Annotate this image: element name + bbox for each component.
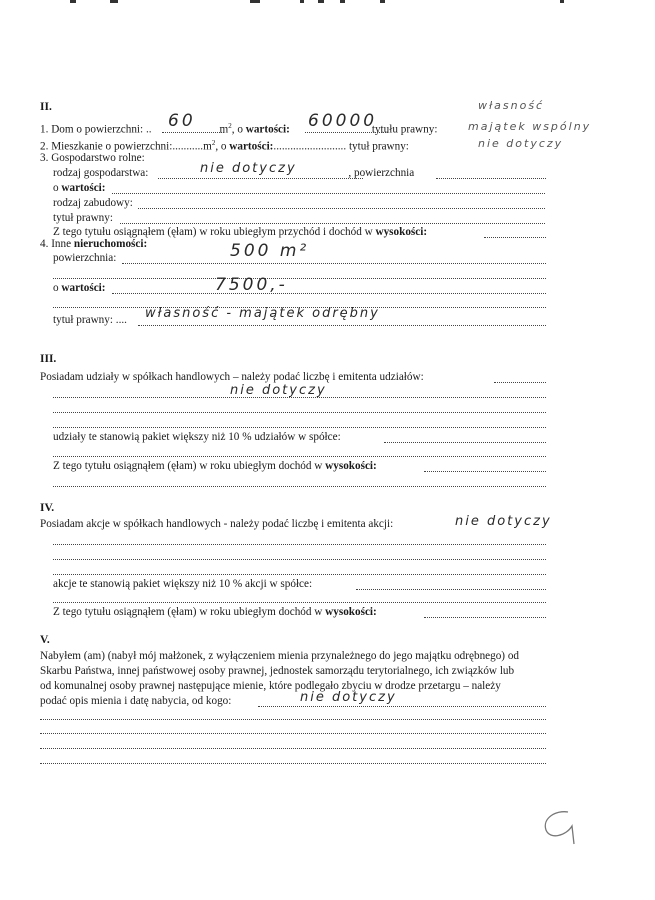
house-value-handwriting: 60000 bbox=[308, 111, 378, 131]
other-title-handwriting: własność - majątek odrębny bbox=[145, 306, 380, 321]
farm-type-handwriting: nie dotyczy bbox=[200, 161, 297, 176]
shares-question: Posiadam udziały w spółkach handlowych – należy podać liczbę i emitenta udziałów: bbox=[40, 371, 424, 383]
stocks-handwriting: nie dotyczy bbox=[455, 514, 552, 529]
shares-income-row: Z tego tytułu osiągnąłem (ęłam) w roku ubiegłym dochód w wysokości: bbox=[53, 460, 377, 472]
acquisition-text-line-2: Skarbu Państwa, innej państwowej osoby prawnej, jednostek samorządu terytorialnego, ich związków lub bbox=[40, 665, 515, 677]
farm-value-row: o wartości: bbox=[53, 182, 106, 194]
farm-title-row: tytuł prawny: bbox=[53, 212, 113, 224]
initials-signature-icon bbox=[530, 800, 590, 850]
acquisition-text-line-1: Nabyłem (am) (nabył mój małżonek, z wyłączeniem mienia przynależnego do jego majątku odrębnego) od bbox=[40, 650, 520, 662]
scan-edge-marks bbox=[0, 0, 655, 3]
shares-handwriting: nie dotyczy bbox=[230, 383, 327, 398]
apartment-title-handwriting: nie dotyczy bbox=[478, 137, 564, 150]
farm-type-row: rodzaj gospodarstwa: , powierzchnia bbox=[53, 167, 415, 179]
other-area-handwriting: 500 m² bbox=[230, 241, 310, 261]
farm-heading: 3. Gospodarstwo rolne: bbox=[40, 152, 145, 164]
section-2-heading: II. bbox=[40, 101, 52, 113]
farm-buildings-row: rodzaj zabudowy: bbox=[53, 197, 133, 209]
house-row: 1. Dom o powierzchni: .. $m^2$, o wartości: tytułu prawny: bbox=[40, 122, 438, 136]
other-value-handwriting: 7500,- bbox=[215, 275, 288, 295]
other-title-row: tytuł prawny: .... bbox=[53, 314, 127, 326]
section-2-annotation: własność bbox=[478, 99, 545, 112]
other-value-row: o wartości: bbox=[53, 282, 106, 294]
section-4-heading: IV. bbox=[40, 502, 55, 514]
stocks-question: Posiadam akcje w spółkach handlowych - należy podać liczbę i emitenta akcji: bbox=[40, 518, 394, 530]
other-property-heading: 4. Inne nieruchomości: bbox=[40, 238, 148, 250]
section-5-heading: V. bbox=[40, 634, 50, 646]
house-title-handwriting: majątek wspólny bbox=[468, 120, 592, 133]
shares-package-row: udziały te stanowią pakiet większy niż 10 % udziałów w spółce: bbox=[53, 431, 341, 443]
acquisition-text-line-4: podać opis mienia i datę nabycia, od kogo: bbox=[40, 695, 232, 707]
house-area-handwriting: 60 bbox=[168, 111, 196, 131]
stocks-package-row: akcje te stanowią pakiet większy niż 10 % akcji w spółce: bbox=[53, 578, 313, 590]
other-area-row: powierzchnia: bbox=[53, 252, 117, 264]
apartment-row: 2. Mieszkanie o $powierzchni:...........m^2$, o wartości:.......................... tytuł prawny: bbox=[40, 139, 409, 153]
section-3-heading: III. bbox=[40, 353, 57, 365]
acquisition-handwriting: nie dotyczy bbox=[300, 690, 397, 705]
acquisition-text-line-3: od komunalnej osoby prawnej następujące mienie, które podlegało zbyciu w drodze przetargu – należy bbox=[40, 680, 501, 692]
farm-income-row: Z tego tytułu osiągnąłem (ęłam) w roku ubiegłym przychód i dochód w wysokości: bbox=[53, 226, 428, 238]
stocks-income-row: Z tego tytułu osiągnąłem (ęłam) w roku ubiegłym dochód w wysokości: bbox=[53, 606, 377, 618]
